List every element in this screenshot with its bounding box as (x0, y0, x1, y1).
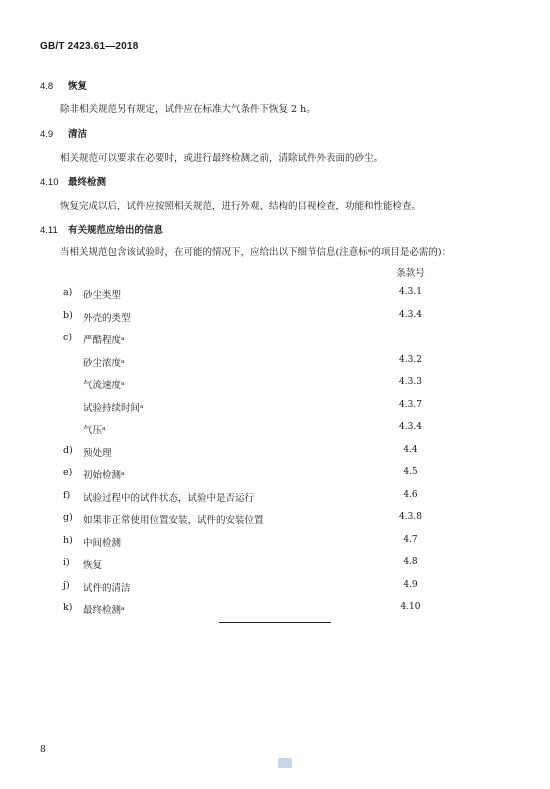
item-label: 气流速度ᵃ (83, 380, 125, 391)
list-item (0, 332, 550, 346)
item-clause-number: 4.3.4 (399, 422, 422, 432)
section-text-4-10: 恢复完成以后，试件应按照相关规范，进行外观、结构的目视检查，功能和性能检查。 (60, 201, 422, 212)
list-item (0, 602, 550, 616)
section-text-4-8: 除非相关规范另有规定，试件应在标准大气条件下恢复 2 h。 (60, 104, 316, 115)
section-heading-4-9 (40, 126, 87, 140)
list-item (0, 422, 550, 436)
item-clause-number: 4.3.7 (399, 399, 422, 410)
item-clause-number: 4.5 (403, 467, 418, 477)
list-item (0, 310, 550, 324)
item-letter: c) (63, 332, 73, 343)
section-title: 清洁 (68, 129, 88, 140)
item-letter: d) (63, 444, 73, 456)
end-of-text-rule (219, 622, 331, 623)
section-title: 恢复 (68, 81, 88, 92)
section-text-4-9: 相关规范可以要求在必要时，或进行最终检测之前，清除试件外表面的砂尘。 (60, 153, 384, 164)
item-label: 试件的清洁 (83, 582, 131, 594)
item-label: 试验过程中的试件状态，试验中是否运行 (83, 492, 255, 504)
list-item (0, 467, 550, 481)
item-label: 严酷程度ᵃ (83, 335, 125, 346)
page-number: 8 (40, 745, 46, 755)
item-clause-number: 4.3.3 (399, 377, 422, 387)
list-item (0, 557, 550, 571)
item-label: 恢复 (83, 560, 103, 571)
section-number: 4.8 (40, 81, 54, 92)
item-letter: f) (63, 489, 71, 501)
list-item (0, 490, 550, 504)
item-letter: k) (63, 602, 73, 613)
section-number: 4.10 (40, 177, 59, 188)
item-letter: g) (63, 512, 73, 523)
item-label: 如果非正常使用位置安装，试件的安装位置 (83, 515, 264, 526)
item-label: 试验持续时间ᵃ (83, 402, 144, 414)
list-item (0, 377, 550, 391)
item-label: 砂尘类型 (83, 290, 122, 301)
section-heading-4-8 (40, 78, 87, 92)
item-clause-number: 4.3.8 (399, 512, 422, 522)
item-clause-number: 4.3.2 (399, 354, 422, 365)
item-clause-number: 4.6 (403, 489, 418, 500)
section-title: 有关规范应给出的信息 (68, 225, 164, 236)
item-label: 预处理 (83, 447, 112, 459)
item-letter: j) (63, 579, 70, 591)
list-item (0, 287, 550, 301)
list-item (0, 512, 550, 526)
list-item (0, 580, 550, 594)
item-label: 气压ᵃ (83, 425, 106, 436)
list-item (0, 355, 550, 369)
section-heading-4-11 (40, 222, 163, 236)
standard-code: GB/T 2423.61—2018 (40, 41, 139, 52)
section-number: 4.9 (40, 129, 54, 140)
item-clause-number: 4.3.4 (399, 309, 422, 320)
list-item (0, 400, 550, 414)
item-label: 砂尘浓度ᵃ (83, 357, 125, 369)
list-item (0, 535, 550, 549)
watermark-icon (278, 758, 292, 768)
item-label: 外壳的类型 (83, 312, 131, 324)
item-clause-number: 4.3.1 (399, 287, 422, 297)
section-heading-4-10 (40, 174, 106, 188)
section-number: 4.11 (40, 225, 58, 236)
item-letter: h) (63, 534, 73, 546)
item-clause-number: 4.8 (403, 557, 418, 567)
section-text-4-11: 当相关规范包含该试验时，在可能的情况下，应给出以下细节信息(注意标ᵃ的项目是必需的)： (60, 247, 452, 258)
section-title: 最终检测 (68, 177, 107, 188)
item-label: 中间检测 (83, 537, 122, 549)
item-label: 初始检测ᵃ (83, 470, 125, 481)
item-clause-number: 4.7 (403, 534, 418, 545)
list-item (0, 445, 550, 459)
item-letter: a) (63, 287, 73, 298)
clause-column-header: 条款号 (396, 268, 425, 279)
item-label: 最终检测ᵃ (83, 605, 125, 616)
item-letter: b) (63, 309, 73, 321)
item-letter: e) (63, 467, 73, 478)
item-clause-number: 4.9 (403, 579, 418, 590)
item-clause-number: 4.10 (400, 602, 421, 612)
item-letter: i) (63, 557, 70, 568)
item-clause-number: 4.4 (403, 444, 418, 455)
